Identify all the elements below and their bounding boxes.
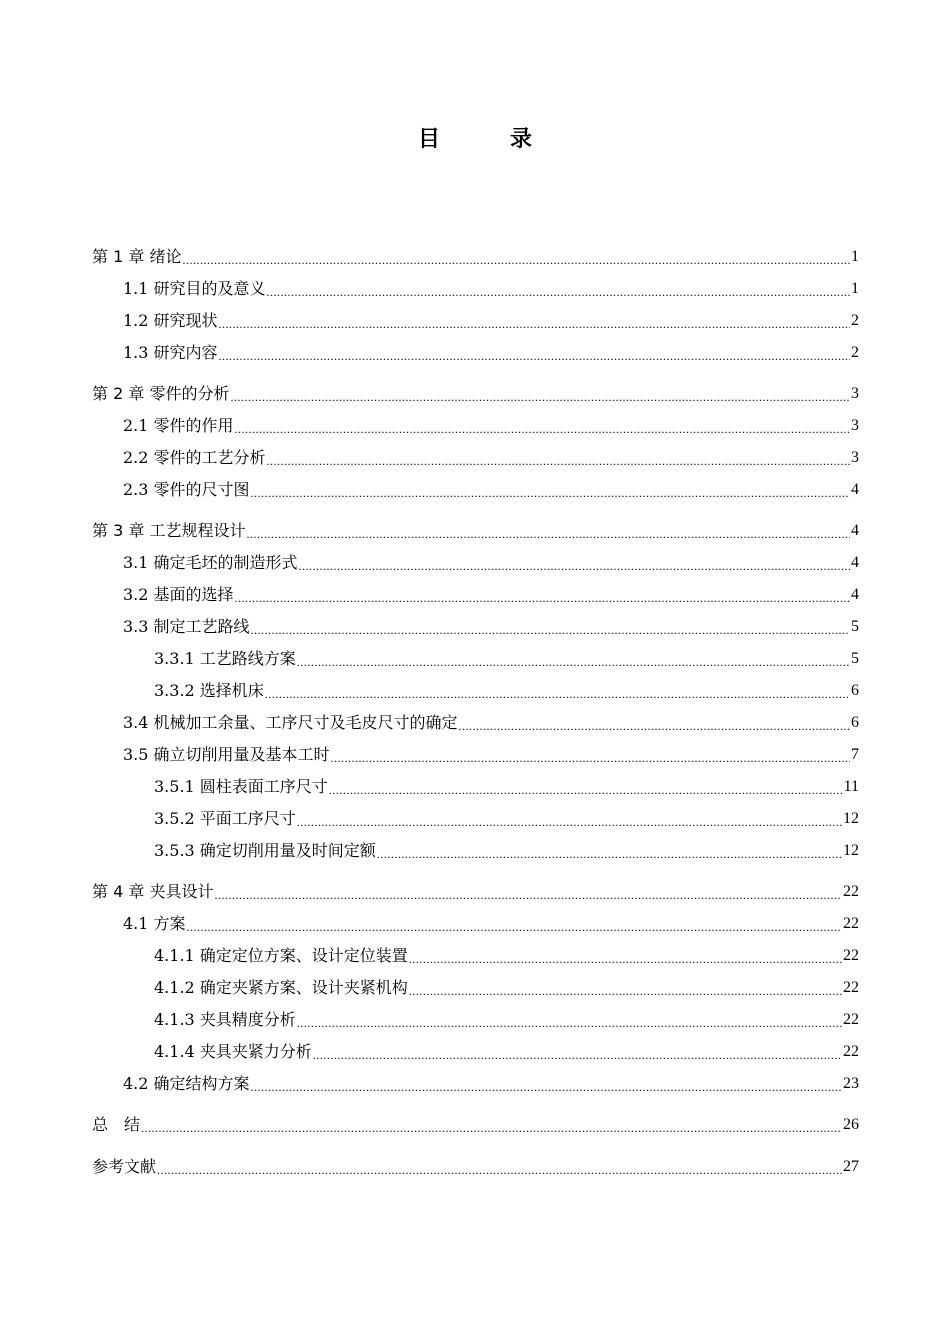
toc-entry[interactable] bbox=[92, 381, 859, 405]
toc-entry-page: 3 bbox=[851, 417, 859, 434]
toc-entry[interactable] bbox=[123, 710, 859, 734]
toc-entry-label: 4.1.3 夹具精度分析 bbox=[154, 1010, 296, 1029]
toc-leader-dots bbox=[267, 453, 850, 469]
toc-leader-dots bbox=[141, 1120, 842, 1136]
toc-entry[interactable] bbox=[92, 518, 859, 542]
toc-leader-dots bbox=[251, 1079, 842, 1095]
toc-entry-page: 26 bbox=[843, 1116, 859, 1133]
toc-entry[interactable] bbox=[154, 838, 859, 862]
toc-entry[interactable] bbox=[123, 911, 859, 935]
toc-leader-dots bbox=[459, 718, 850, 734]
toc-leader-dots bbox=[329, 782, 843, 798]
toc-leader-dots bbox=[331, 750, 850, 766]
toc-entry-label: 参考文献 bbox=[92, 1157, 157, 1176]
toc-entry-label: 4.2 确定结构方案 bbox=[123, 1074, 250, 1093]
toc-leader-dots bbox=[214, 887, 842, 903]
toc-leader-dots bbox=[297, 1015, 842, 1031]
toc-entry-page: 4 bbox=[851, 481, 859, 498]
toc-entry-label: 3.5.2 平面工序尺寸 bbox=[154, 809, 296, 828]
toc-leader-dots bbox=[230, 389, 850, 405]
toc-entry[interactable] bbox=[92, 1154, 859, 1178]
toc-entry[interactable] bbox=[92, 1112, 859, 1136]
toc-entry-page: 22 bbox=[843, 1043, 859, 1060]
toc-entry-page: 4 bbox=[851, 554, 859, 571]
toc-entry-label: 3.5.3 确定切削用量及时间定额 bbox=[154, 841, 376, 860]
toc-entry-page: 3 bbox=[851, 449, 859, 466]
toc-entry-label: 4.1.4 夹具夹紧力分析 bbox=[154, 1042, 312, 1061]
toc-entry[interactable] bbox=[154, 678, 859, 702]
toc-entry-label: 4.1 方案 bbox=[123, 914, 186, 933]
toc-entry-label: 3.5.1 圆柱表面工序尺寸 bbox=[154, 777, 328, 796]
toc-entry-page: 6 bbox=[851, 682, 859, 699]
toc-entry-page: 4 bbox=[851, 586, 859, 603]
toc-entry-page: 1 bbox=[851, 248, 859, 265]
toc-entry-page: 1 bbox=[851, 280, 859, 297]
toc-entry-label: 3.3.2 选择机床 bbox=[154, 681, 264, 700]
toc-entry-page: 23 bbox=[843, 1075, 859, 1092]
toc-entry-label: 3.3.1 工艺路线方案 bbox=[154, 649, 296, 668]
toc-leader-dots bbox=[251, 622, 850, 638]
toc-entry[interactable] bbox=[154, 1039, 859, 1063]
toc-leader-dots bbox=[377, 846, 842, 862]
toc-entry-label: 第 1 章 绪论 bbox=[92, 247, 182, 266]
toc-entry-label: 总 结 bbox=[92, 1115, 141, 1134]
toc-entry-page: 6 bbox=[851, 714, 859, 731]
toc-entry-page: 4 bbox=[851, 522, 859, 539]
toc-entry[interactable] bbox=[123, 477, 859, 501]
toc-entry[interactable] bbox=[123, 582, 859, 606]
toc-entry-page: 27 bbox=[843, 1158, 859, 1175]
toc-title: 目 录 bbox=[417, 127, 556, 152]
toc-entry-page: 5 bbox=[851, 650, 859, 667]
toc-entry-label: 3.5 确立切削用量及基本工时 bbox=[123, 745, 330, 764]
toc-entry[interactable] bbox=[123, 340, 859, 364]
toc-entry-label: 4.1.1 确定定位方案、设计定位装置 bbox=[154, 946, 408, 965]
toc-entry-page: 7 bbox=[851, 746, 859, 763]
toc-entry[interactable] bbox=[154, 646, 859, 670]
toc-entry-label: 4.1.2 确定夹紧方案、设计夹紧机构 bbox=[154, 978, 408, 997]
toc-entry-label: 1.1 研究目的及意义 bbox=[123, 279, 266, 298]
toc-entry-page: 3 bbox=[851, 385, 859, 402]
toc-entry-label: 3.4 机械加工余量、工序尺寸及毛皮尺寸的确定 bbox=[123, 713, 458, 732]
toc-entry-page: 11 bbox=[843, 778, 859, 795]
toc-entry-page: 2 bbox=[851, 344, 859, 361]
toc-entry[interactable] bbox=[123, 614, 859, 638]
toc-entry-label: 2.2 零件的工艺分析 bbox=[123, 448, 266, 467]
toc-leader-dots bbox=[409, 983, 842, 999]
toc-entry-page: 22 bbox=[843, 1011, 859, 1028]
toc-entry-page: 22 bbox=[843, 883, 859, 900]
toc-entry[interactable] bbox=[123, 742, 859, 766]
toc-entry[interactable] bbox=[154, 943, 859, 967]
toc-entry-page: 12 bbox=[843, 810, 859, 827]
toc-entry-page: 22 bbox=[843, 915, 859, 932]
toc-leader-dots bbox=[157, 1162, 842, 1178]
toc-leader-dots bbox=[409, 951, 842, 967]
toc-entry[interactable] bbox=[154, 1007, 859, 1031]
toc-entry-page: 22 bbox=[843, 979, 859, 996]
toc-entry-page: 22 bbox=[843, 947, 859, 964]
toc-leader-dots bbox=[313, 1047, 842, 1063]
toc-entry-label: 3.2 基面的选择 bbox=[123, 585, 234, 604]
toc-leader-dots bbox=[246, 526, 850, 542]
toc-entry[interactable] bbox=[123, 550, 859, 574]
toc-leader-dots bbox=[251, 485, 850, 501]
toc-leader-dots bbox=[182, 252, 850, 268]
toc-leader-dots bbox=[187, 919, 842, 935]
toc-entry-label: 第 3 章 工艺规程设计 bbox=[92, 521, 246, 540]
toc-entry[interactable] bbox=[123, 1071, 859, 1095]
toc-entry-label: 2.3 零件的尺寸图 bbox=[123, 480, 250, 499]
toc-leader-dots bbox=[219, 316, 850, 332]
toc-leader-dots bbox=[235, 421, 850, 437]
toc-entry-label: 3.3 制定工艺路线 bbox=[123, 617, 250, 636]
toc-entry-label: 1.3 研究内容 bbox=[123, 343, 218, 362]
toc-leader-dots bbox=[265, 686, 850, 702]
toc-entry[interactable] bbox=[123, 413, 859, 437]
toc-entry[interactable] bbox=[154, 975, 859, 999]
toc-entry-label: 2.1 零件的作用 bbox=[123, 416, 234, 435]
toc-entry[interactable] bbox=[154, 806, 859, 830]
toc-leader-dots bbox=[235, 590, 850, 606]
toc-entry-page: 12 bbox=[843, 842, 859, 859]
toc-entry-label: 第 2 章 零件的分析 bbox=[92, 384, 230, 403]
toc-leader-dots bbox=[297, 814, 842, 830]
toc-leader-dots bbox=[219, 348, 850, 364]
toc-leader-dots bbox=[297, 654, 850, 670]
toc-entry-page: 2 bbox=[851, 312, 859, 329]
toc-leader-dots bbox=[299, 558, 850, 574]
toc-entry[interactable] bbox=[92, 879, 859, 903]
toc-leader-dots bbox=[267, 284, 850, 300]
toc-entry[interactable] bbox=[154, 774, 859, 798]
toc-entry-label: 3.1 确定毛坯的制造形式 bbox=[123, 553, 298, 572]
toc-entry-page: 5 bbox=[851, 618, 859, 635]
toc-entry[interactable] bbox=[123, 308, 859, 332]
toc-entry[interactable] bbox=[123, 445, 859, 469]
toc-entry[interactable] bbox=[123, 276, 859, 300]
toc-entry-label: 第 4 章 夹具设计 bbox=[92, 882, 214, 901]
toc-entry[interactable] bbox=[92, 244, 859, 268]
toc-entry-label: 1.2 研究现状 bbox=[123, 311, 218, 330]
